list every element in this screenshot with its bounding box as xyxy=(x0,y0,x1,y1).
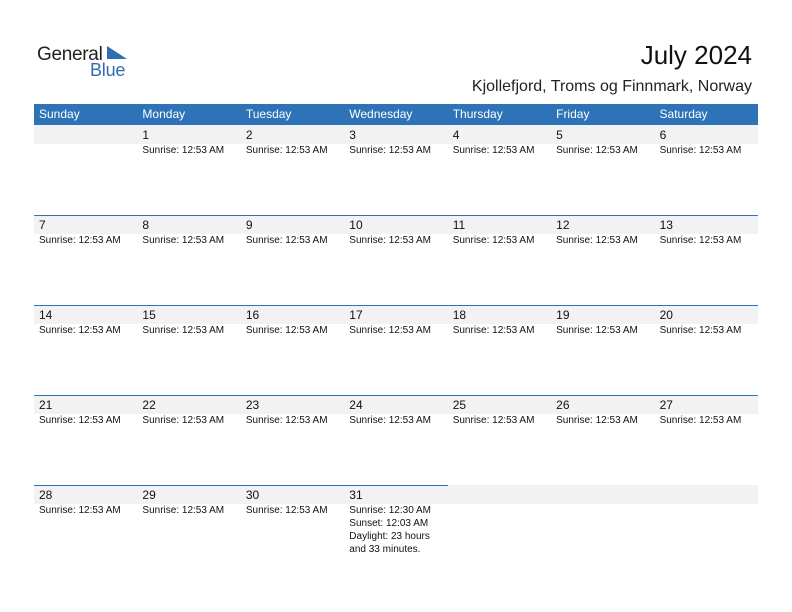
sun-info-line: Sunrise: 12:30 AM xyxy=(349,505,431,516)
day-number: 28 xyxy=(39,488,53,502)
sun-info-line: Sunrise: 12:53 AM xyxy=(349,235,431,246)
day-number: 30 xyxy=(245,488,260,502)
day-cell xyxy=(137,485,240,575)
day-sun-info xyxy=(453,324,551,337)
day-sun-info xyxy=(349,504,447,556)
brand-logo xyxy=(37,42,147,82)
day-number: 13 xyxy=(659,218,673,232)
day-number: 16 xyxy=(245,308,260,322)
page-title: July 2024 xyxy=(640,40,752,70)
sun-info-line: Sunrise: 12:53 AM xyxy=(39,415,121,426)
sun-info-line: Sunrise: 12:53 AM xyxy=(659,415,742,426)
day-cell xyxy=(655,305,758,395)
sun-info-line: Sunrise: 12:53 AM xyxy=(556,145,638,156)
logo-text-blue: Blue xyxy=(90,60,126,80)
sun-info-line: Sunrise: 12:53 AM xyxy=(556,235,638,246)
sun-info-line: Sunrise: 12:53 AM xyxy=(245,325,328,336)
day-number: 21 xyxy=(39,398,53,412)
day-number: 11 xyxy=(452,218,466,232)
week-row xyxy=(34,485,758,575)
sun-info-line: Sunrise: 12:53 AM xyxy=(142,325,225,336)
day-number: 31 xyxy=(349,488,363,502)
day-number: 10 xyxy=(349,218,363,232)
sun-info-line: Sunrise: 12:53 AM xyxy=(659,325,742,336)
sun-info-line: Sunrise: 12:53 AM xyxy=(245,505,328,516)
sun-info-line: Sunrise: 12:53 AM xyxy=(39,235,121,246)
day-number: 27 xyxy=(659,398,673,412)
sun-info-line: Sunset: 12:03 AM xyxy=(349,518,429,529)
sun-info-line: Sunrise: 12:53 AM xyxy=(245,145,328,156)
day-cell xyxy=(551,215,654,305)
day-sun-info xyxy=(349,324,447,337)
sun-info-line: Sunrise: 12:53 AM xyxy=(39,505,121,516)
sun-info-line: Sunrise: 12:53 AM xyxy=(556,415,638,426)
day-number: 3 xyxy=(349,128,356,142)
sun-info-line: and 33 minutes. xyxy=(349,544,421,555)
day-cell xyxy=(344,215,447,305)
day-cell xyxy=(241,485,344,575)
sun-info-line: Sunrise: 12:53 AM xyxy=(39,325,121,336)
day-number: 19 xyxy=(556,308,570,322)
day-number: 9 xyxy=(245,218,253,232)
sun-info-line: Sunrise: 12:53 AM xyxy=(142,145,225,156)
day-cell xyxy=(448,215,551,305)
day-sun-info xyxy=(39,324,137,337)
week-row xyxy=(34,125,758,215)
day-cell xyxy=(241,125,344,215)
day-number: 22 xyxy=(142,398,156,412)
sun-info-line: Daylight: 23 hours xyxy=(349,531,430,542)
sun-info-line: Sunrise: 12:53 AM xyxy=(659,145,742,156)
day-number: 12 xyxy=(556,218,570,232)
day-sun-info xyxy=(142,144,240,157)
day-cell xyxy=(655,125,758,215)
week-row xyxy=(34,395,758,485)
day-number: 6 xyxy=(659,128,667,142)
sun-info-line: Sunrise: 12:53 AM xyxy=(349,145,431,156)
day-number: 4 xyxy=(452,128,460,142)
day-number: 1 xyxy=(142,128,150,142)
day-cell xyxy=(344,305,447,395)
day-sun-info xyxy=(556,234,654,247)
day-sun-info xyxy=(660,414,758,427)
day-cell xyxy=(34,215,137,305)
sun-info-line: Sunrise: 12:53 AM xyxy=(556,325,638,336)
day-cell xyxy=(344,485,447,575)
day-number: 23 xyxy=(245,398,260,412)
day-sun-info xyxy=(39,234,137,247)
day-sun-info xyxy=(142,414,240,427)
week-row xyxy=(34,215,758,305)
day-cell xyxy=(551,125,654,215)
day-number: 15 xyxy=(142,308,156,322)
weekday-header-tuesday: Tuesday xyxy=(245,107,292,121)
sun-info-line: Sunrise: 12:53 AM xyxy=(245,415,328,426)
day-number: 14 xyxy=(39,308,53,322)
day-cell xyxy=(241,215,344,305)
day-sun-info xyxy=(660,144,758,157)
weekday-header-sunday: Sunday xyxy=(39,107,80,121)
day-cell xyxy=(344,395,447,485)
day-cell xyxy=(241,305,344,395)
day-sun-info xyxy=(453,234,551,247)
day-sun-info xyxy=(142,504,240,517)
day-sun-info xyxy=(556,414,654,427)
day-cell xyxy=(137,125,240,215)
day-cell xyxy=(655,215,758,305)
weekday-header-monday: Monday xyxy=(142,107,186,121)
day-cell xyxy=(448,125,551,215)
day-number: 17 xyxy=(349,308,363,322)
sun-info-line: Sunrise: 12:53 AM xyxy=(452,145,535,156)
day-sun-info xyxy=(556,144,654,157)
day-number: 8 xyxy=(142,218,150,232)
day-sun-info xyxy=(349,144,447,157)
weekday-header-saturday: Saturday xyxy=(659,107,708,121)
weekday-header-wednesday: Wednesday xyxy=(349,107,413,121)
day-cell xyxy=(241,395,344,485)
day-sun-info xyxy=(142,324,240,337)
weekday-header-friday: Friday xyxy=(556,107,590,121)
weekday-header-row xyxy=(34,104,758,125)
sun-info-line: Sunrise: 12:53 AM xyxy=(349,325,431,336)
day-sun-info xyxy=(349,414,447,427)
sun-info-line: Sunrise: 12:53 AM xyxy=(142,235,225,246)
sun-info-line: Sunrise: 12:53 AM xyxy=(142,415,225,426)
logo-text-general: General xyxy=(37,44,103,65)
day-number: 18 xyxy=(452,308,467,322)
day-number: 2 xyxy=(245,128,253,142)
day-sun-info xyxy=(39,504,137,517)
day-cell xyxy=(551,395,654,485)
day-cell xyxy=(137,305,240,395)
sun-info-line: Sunrise: 12:53 AM xyxy=(349,415,431,426)
day-sun-info xyxy=(142,234,240,247)
day-sun-info xyxy=(660,234,758,247)
day-number: 20 xyxy=(659,308,673,322)
day-sun-info xyxy=(453,144,551,157)
day-cell xyxy=(137,395,240,485)
day-number: 24 xyxy=(349,398,363,412)
sun-info-line: Sunrise: 12:53 AM xyxy=(452,325,535,336)
week-row xyxy=(34,305,758,395)
day-number: 5 xyxy=(556,128,563,142)
day-number: 29 xyxy=(142,488,156,502)
day-cell xyxy=(448,305,551,395)
day-sun-info xyxy=(246,504,344,517)
day-sun-info xyxy=(349,234,447,247)
day-cell xyxy=(448,395,551,485)
day-sun-info xyxy=(246,234,344,247)
sun-info-line: Sunrise: 12:53 AM xyxy=(659,235,742,246)
sun-info-line: Sunrise: 12:53 AM xyxy=(452,415,535,426)
day-cell xyxy=(34,485,137,575)
day-cell xyxy=(34,395,137,485)
day-sun-info xyxy=(556,324,654,337)
day-number: 25 xyxy=(452,398,467,412)
day-sun-info xyxy=(246,414,344,427)
weekday-header-thursday: Thursday xyxy=(452,107,503,121)
day-cell xyxy=(344,125,447,215)
day-cell xyxy=(34,305,137,395)
day-sun-info xyxy=(453,414,551,427)
day-cell xyxy=(137,215,240,305)
day-cell xyxy=(655,395,758,485)
day-cell xyxy=(551,305,654,395)
day-sun-info xyxy=(39,414,137,427)
day-sun-info xyxy=(246,144,344,157)
calendar-grid xyxy=(34,104,758,555)
sun-info-line: Sunrise: 12:53 AM xyxy=(142,505,225,516)
day-number: 26 xyxy=(556,398,570,412)
day-sun-info xyxy=(246,324,344,337)
sun-info-line: Sunrise: 12:53 AM xyxy=(245,235,328,246)
day-number: 7 xyxy=(39,218,46,232)
sun-info-line: Sunrise: 12:53 AM xyxy=(452,235,535,246)
location-subtitle: Kjollefjord, Troms og Finnmark, Norway xyxy=(471,78,752,95)
day-sun-info xyxy=(660,324,758,337)
